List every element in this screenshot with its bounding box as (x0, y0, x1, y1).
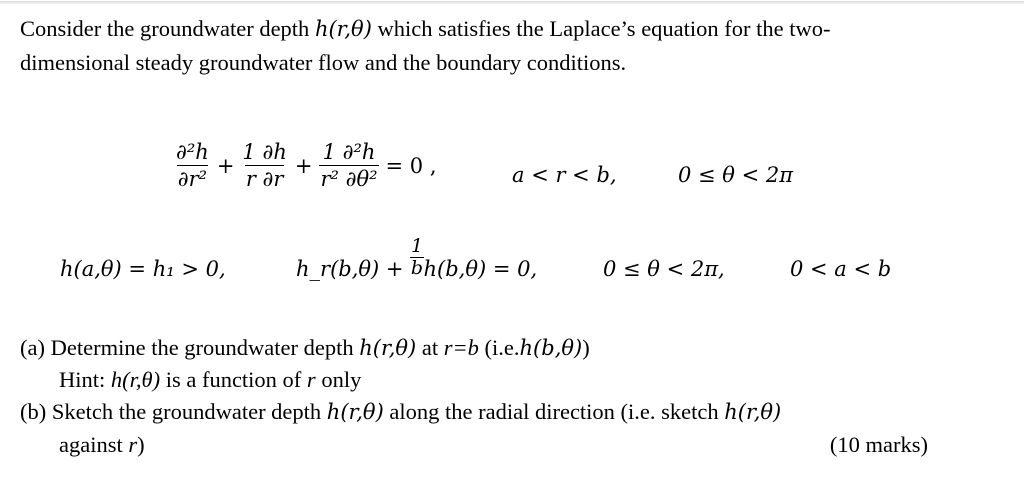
term-3-numerator: 1 ∂²h (322, 140, 376, 164)
intro-line-1 (20, 12, 1010, 46)
bc-radius-condition: 0 < a < b (790, 257, 892, 281)
plus-sign: + (216, 153, 235, 178)
hint-end: only (321, 367, 362, 392)
bc-theta-condition: 0 ≤ θ < 2π, (603, 257, 725, 281)
term-2-denominator: r ∂r (245, 167, 284, 191)
question-a (20, 333, 590, 363)
fraction-denominator: b (410, 257, 424, 279)
term-3 (319, 140, 378, 191)
question-b-against: against (59, 432, 123, 457)
hint-function: h(r,θ) (110, 367, 161, 392)
question-b-line-2 (59, 430, 145, 460)
term-2 (241, 140, 287, 191)
intro-text-1: Consider the groundwater depth (20, 16, 310, 41)
question-b-close: ) (137, 432, 145, 457)
question-a-r-equals-b: r=b (443, 335, 479, 360)
intro-text-2: which satisfies the Laplace’s equation for the two- (377, 16, 831, 41)
one-over-b-fraction (410, 236, 424, 279)
question-b-variable: r (128, 432, 138, 457)
problem-intro (20, 12, 1010, 80)
question-b-text: Sketch the groundwater depth (51, 399, 322, 424)
hint-label: Hint: (59, 367, 106, 392)
term-1-numerator: ∂²h (176, 140, 209, 164)
marks-label: (10 marks) (829, 432, 928, 457)
question-b (20, 397, 781, 427)
intro-line-2: dimensional steady groundwater flow and the boundary conditions. (20, 50, 627, 75)
term-2-numerator: 1 ∂h (242, 140, 287, 164)
term-1 (175, 140, 210, 191)
question-a-text: Determine the groundwater depth (50, 335, 354, 360)
question-b-function: h(r,θ) (326, 400, 384, 424)
question-a-label: (a) (20, 335, 45, 360)
bc-outer-right: h(b,θ) = 0, (423, 257, 538, 281)
theta-condition: 0 ≤ θ < 2π (678, 163, 794, 187)
top-divider (0, 1, 1024, 4)
fraction-numerator: 1 (410, 235, 424, 257)
boundary-condition-inner: h(a,θ) = h₁ > 0, (60, 257, 226, 281)
question-b-function-2: h(r,θ) (724, 400, 782, 424)
bc-outer-left: h_r(b,θ) + (296, 257, 404, 281)
question-a-at: at (421, 335, 439, 360)
laplace-equation (172, 140, 441, 191)
hint-line (59, 365, 361, 395)
question-a-function: h(r,θ) (359, 336, 417, 360)
question-a-ie: (i.e. (484, 335, 520, 360)
intro-function: h(r,θ) (314, 17, 372, 41)
hint-text: is a function of (165, 367, 302, 392)
term-3-denominator: r² ∂θ² (320, 167, 378, 191)
hint-variable: r (306, 367, 316, 392)
plus-sign: + (294, 153, 313, 178)
question-b-label: (b) (20, 399, 47, 424)
term-1-denominator: ∂r² (177, 167, 208, 191)
question-b-text-2: along the radial direction (i.e. sketch (389, 399, 719, 424)
equation-rhs: = 0 , (385, 153, 437, 178)
radius-condition: a < r < b, (512, 163, 617, 187)
question-a-close: ) (582, 335, 590, 360)
question-a-function-at-b: h(b,θ) (519, 336, 583, 360)
